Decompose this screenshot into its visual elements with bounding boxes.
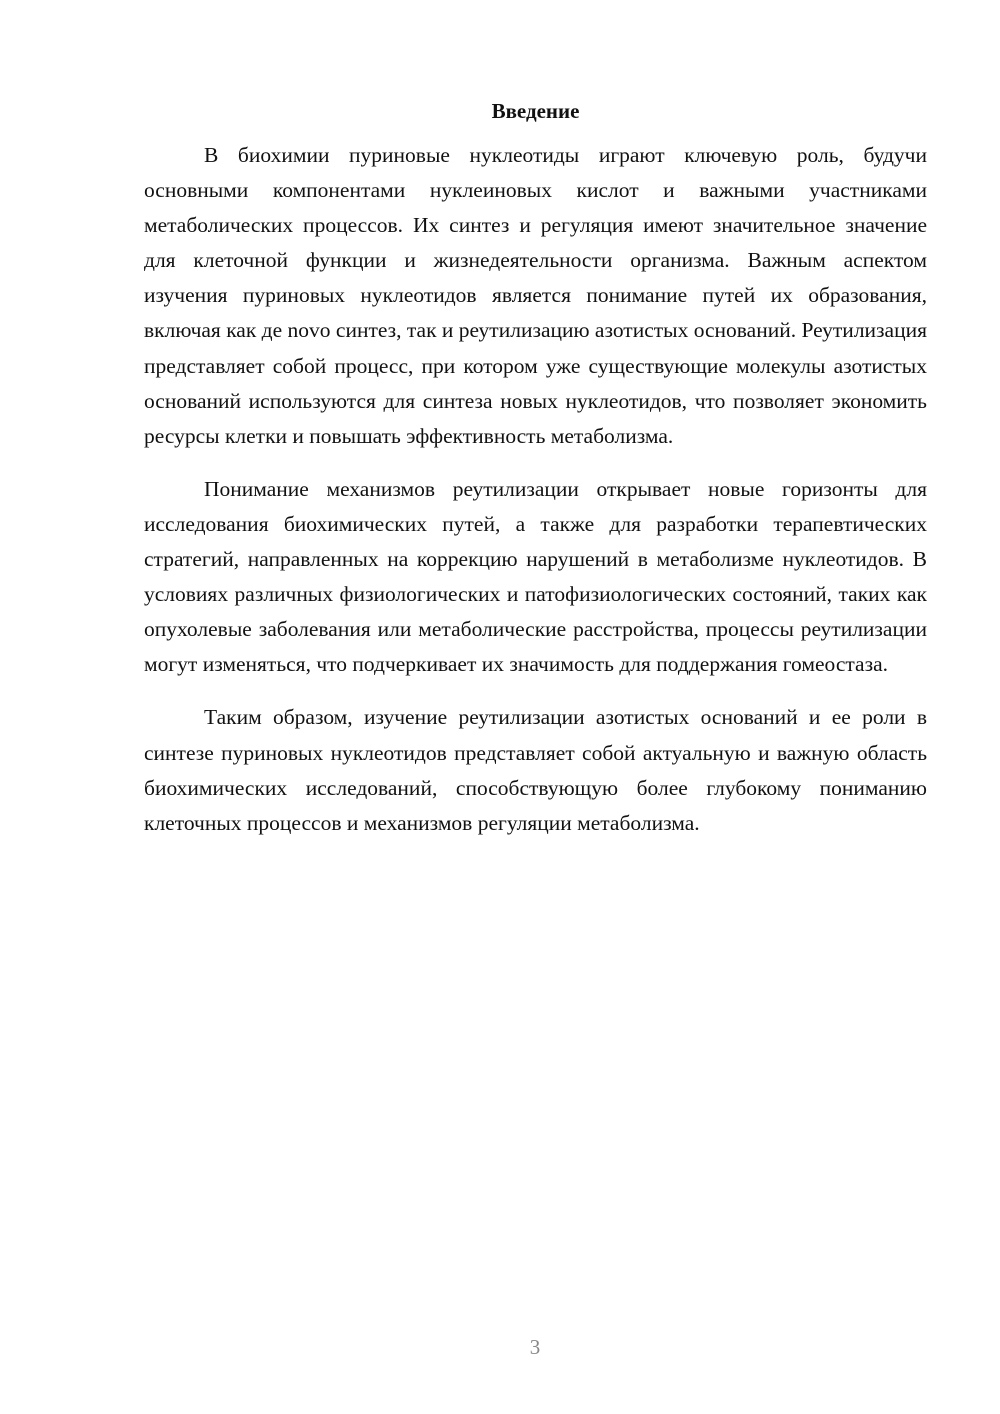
paragraph-2: Понимание механизмов реутилизации открывает новые горизонты для исследования биохимических путей, а также для разработки терапевтических стратегий, направленных на коррекцию нарушений в метаболизме нуклеотидов. В условиях различных физиологических и патофизиологических состояний, таких как опухолевые заболевания или метаболические расстройства, процессы реутилизации могут изменяться, что подчеркивает их значимость для поддержания гомеостаза. [144,476,927,677]
page-number: 3 [529,1335,541,1359]
section-title: Введение [491,99,580,123]
paragraph-3: Таким образом, изучение реутилизации азотистых оснований и ее роли в синтезе пуриновых нуклеотидов представляет собой актуальную и важную область биохимических исследований, способствующую более глубокому пониманию клеточных процессов и механизмов регуляции метаболизма. [144,705,927,835]
page-body [144,96,927,859]
paragraph-1: В биохимии пуриновые нуклеотиды играют ключевую роль, будучи основными компонентами нуклеиновых кислот и важными участниками метаболических процессов. Их синтез и регуляция имеют значительное значение для клеточной функции и жизнедеятельности организма. Важным аспектом изучения пуриновых нуклеотидов является понимание путей их образования, включая как де novo синтез, так и реутилизацию азотистых оснований. Реутилизация представляет собой процесс, при котором уже существующие молекулы азотистых оснований используются для синтеза новых нуклеотидов, что позволяет экономить ресурсы клетки и повышать эффективность метаболизма. [144,143,927,448]
